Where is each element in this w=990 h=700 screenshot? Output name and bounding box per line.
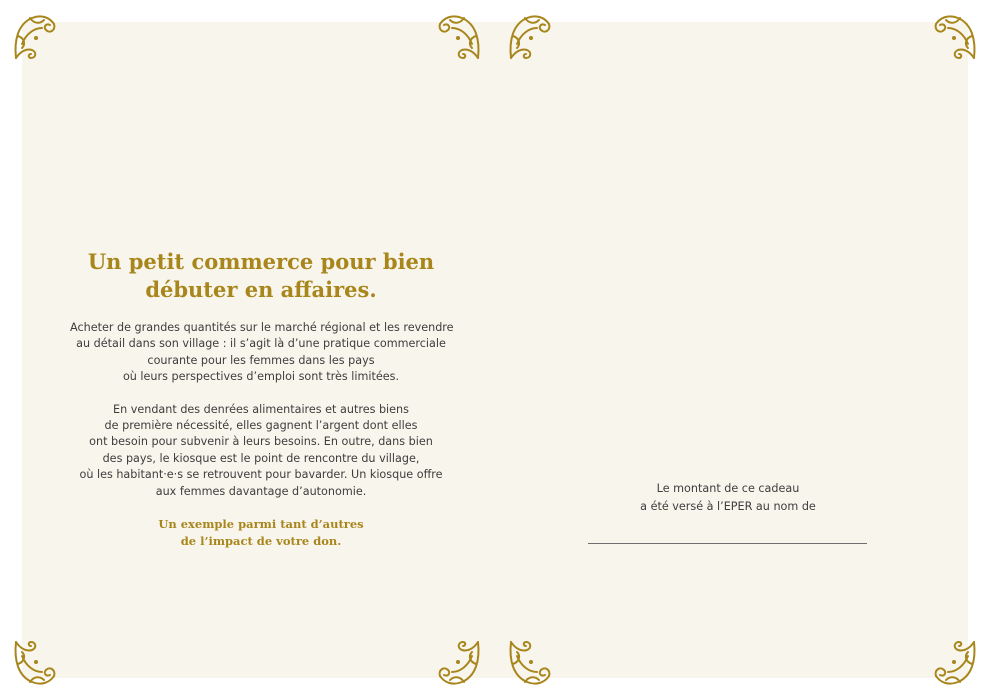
intro-paragraph	[70, 320, 452, 386]
scroll-ornament-icon	[505, 636, 559, 690]
paragraph-line: de première nécessité, elles gagnent l’argent dont elles	[104, 419, 418, 433]
scroll-ornament-icon	[430, 10, 484, 64]
closing-statement	[70, 516, 452, 550]
closing-line: Un exemple parmi tant d’autres	[158, 517, 364, 532]
title-line: débuter en affaires.	[145, 277, 377, 302]
scroll-ornament-icon	[430, 636, 484, 690]
paragraph-line: ont besoin pour subvenir à leurs besoins. En outre, dans bien	[89, 435, 433, 449]
scroll-ornament-icon	[10, 636, 64, 690]
closing-line: de l’impact de votre don.	[180, 534, 342, 549]
donation-line: a été versé à l’EPER au nom de	[640, 500, 816, 513]
recipient-name-line	[588, 543, 867, 544]
scroll-ornament-icon	[926, 636, 980, 690]
scroll-ornament-icon	[10, 10, 64, 64]
paragraph-line: des pays, le kiosque est le point de rencontre du village,	[102, 451, 420, 465]
paragraph-line: où leurs perspectives d’emploi sont très limitées.	[122, 370, 400, 384]
scroll-ornament-icon	[505, 10, 559, 64]
left-page	[70, 248, 452, 550]
paragraph-line: Acheter de grandes quantités sur le marché régional et les revendre	[70, 321, 454, 334]
paragraph-line: En vendant des denrées alimentaires et autres biens	[113, 402, 409, 416]
paragraph-line: où les habitant·e·s se retrouvent pour bavarder. Un kiosque offre	[79, 468, 443, 482]
donation-line: Le montant de ce cadeau	[656, 482, 800, 495]
paragraph-line: aux femmes davantage d’autonomie.	[155, 484, 367, 498]
title-line: Un petit commerce pour bien	[87, 249, 435, 274]
paragraph-line: au détail dans son village : il s’agit là d’une pratique commerciale	[76, 337, 446, 351]
page-title	[70, 248, 452, 304]
body-paragraph	[70, 402, 452, 500]
paragraph-line: courante pour les femmes dans les pays	[147, 353, 375, 367]
right-page	[580, 480, 876, 516]
donation-note	[580, 480, 876, 516]
scroll-ornament-icon	[926, 10, 980, 64]
